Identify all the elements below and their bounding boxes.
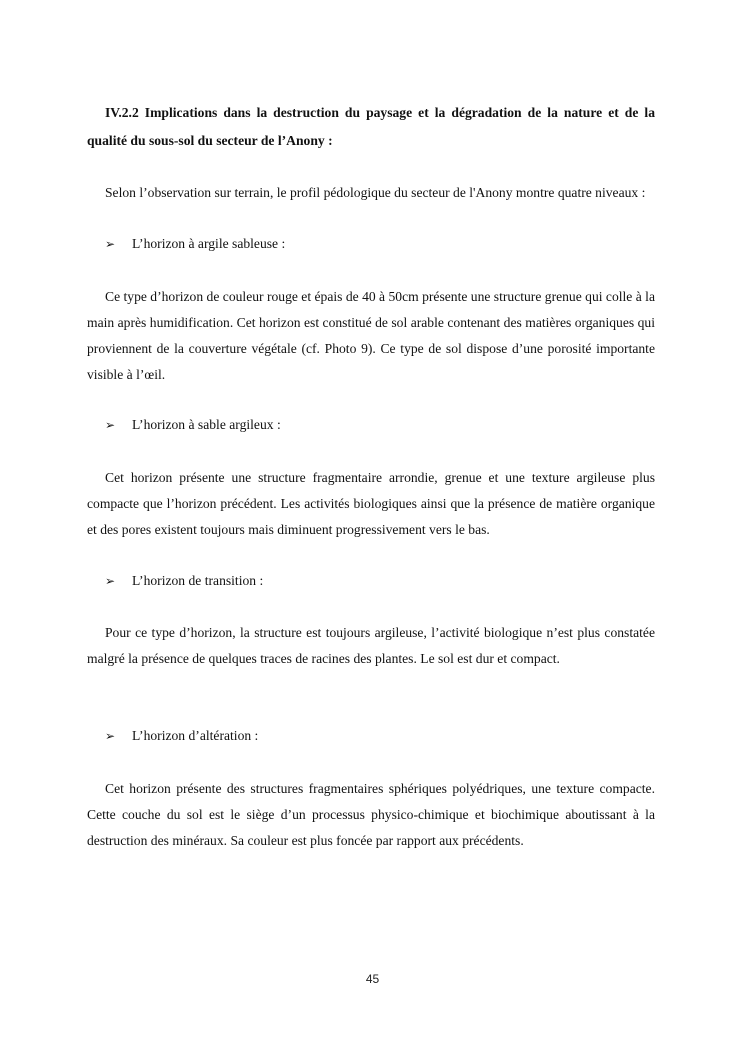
paragraph-transition: Pour ce type d’horizon, la structure est toujours argileuse, l’activité biologique n’est plus constatée malgré la présence de quelques traces de racines des plantes. Le sol est dur et compact. — [87, 625, 655, 666]
paragraph-alteration: Cet horizon présente des structures fragmentaires sphériques polyédriques, une texture compacte. Cette couche du sol est le siège d’un processus physico-chimique et biochimique aboutissant à la destruction des minéraux. Sa couleur est plus foncée par rapport aux précédents. — [87, 781, 655, 848]
section-heading: IV.2.2 Implications dans la destruction du paysage et la dégradation de la nature et de la qualité du sous-sol du secteur de l’Anony : — [87, 105, 655, 148]
bullet-label: L’horizon d’altération : — [132, 728, 259, 743]
intro-paragraph: Selon l’observation sur terrain, le profil pédologique du secteur de l'Anony montre quatre niveaux : — [105, 185, 646, 200]
bullet-label: L’horizon de transition : — [132, 573, 264, 588]
bullet-label: L’horizon à sable argileux : — [132, 417, 281, 432]
arrowhead-bullet-icon: ➢ — [105, 729, 116, 743]
arrowhead-bullet-icon: ➢ — [105, 418, 116, 432]
arrowhead-bullet-icon: ➢ — [105, 237, 116, 251]
bullet-item-alteration — [105, 723, 645, 749]
bullet-item-sable-argileux — [105, 412, 645, 438]
bullet-label: L’horizon à argile sableuse : — [132, 236, 286, 251]
arrowhead-bullet-icon: ➢ — [105, 574, 116, 588]
page-number: 45 — [365, 972, 380, 986]
bullet-item-transition — [105, 568, 645, 594]
bullet-item-argile-sableuse — [105, 231, 645, 257]
paragraph-sable-argileux: Cet horizon présente une structure fragmentaire arrondie, grenue et une texture argileuse plus compacte que l’horizon précédent. Les activités biologiques ainsi que la présence de matière organique et des pores existent toujours mais diminuent progressivement vers le bas. — [87, 470, 655, 537]
paragraph-argile-sableuse: Ce type d’horizon de couleur rouge et épais de 40 à 50cm présente une structure grenue qui colle à la main après humidification. Cet horizon est constitué de sol arable contenant des matières organiques qui proviennent de la couverture végétale (cf. Photo 9). Ce type de sol dispose d’une porosité importante visible à l’œil. — [87, 289, 655, 382]
